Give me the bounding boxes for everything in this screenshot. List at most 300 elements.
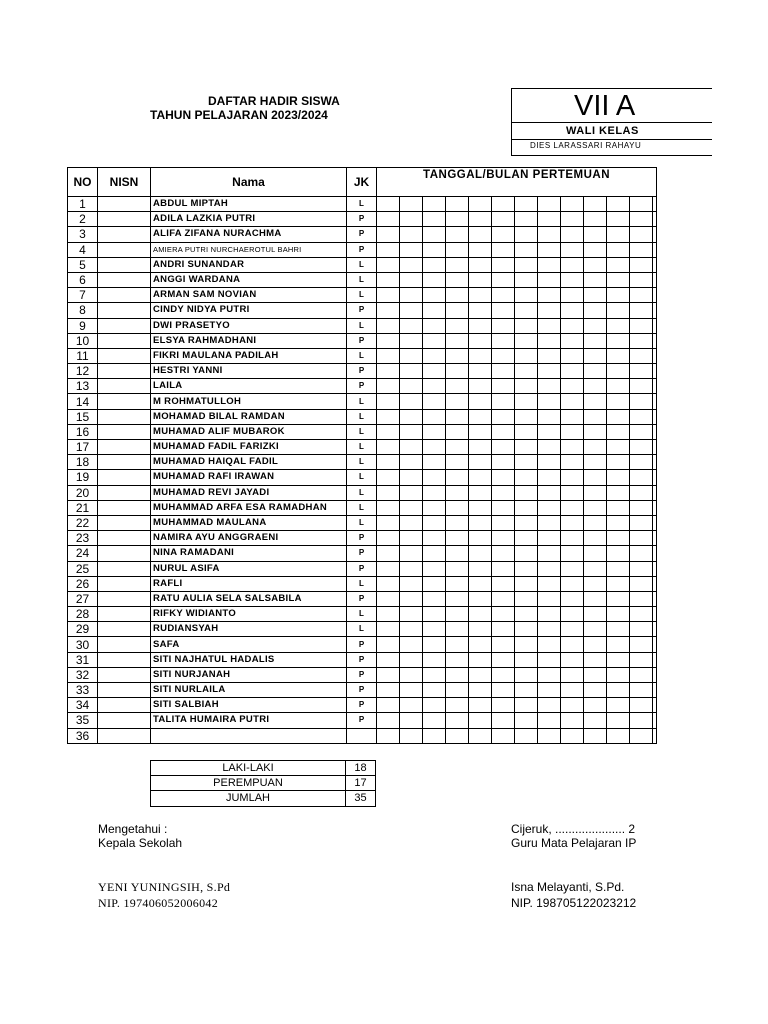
- attendance-cell: [607, 531, 630, 546]
- attendance-cell: [515, 622, 538, 637]
- table-header-row: [68, 168, 657, 197]
- attendance-cell: [538, 409, 561, 424]
- attendance-cell: [584, 197, 607, 212]
- attendance-cell: [423, 546, 446, 561]
- nisn-cell: [98, 728, 151, 743]
- attendance-cell: [377, 348, 400, 363]
- attendance-cell: [423, 652, 446, 667]
- attendance-cell: [400, 348, 423, 363]
- gender-cell: L: [347, 607, 377, 622]
- attendance-cell: [469, 455, 492, 470]
- attendance-cell: [423, 728, 446, 743]
- gender-cell: L: [347, 257, 377, 272]
- footer-teacher-name: Isna Melayanti, S.Pd.: [511, 880, 625, 894]
- attendance-cell: [492, 440, 515, 455]
- table-row: [68, 288, 657, 303]
- attendance-cell: [561, 242, 584, 257]
- row-number: 22: [68, 515, 98, 530]
- attendance-cell: [561, 485, 584, 500]
- attendance-cell: [607, 288, 630, 303]
- attendance-cell: [400, 227, 423, 242]
- attendance-cell: [584, 546, 607, 561]
- attendance-cell: [400, 652, 423, 667]
- row-number: 18: [68, 455, 98, 470]
- attendance-cell: [492, 197, 515, 212]
- gender-cell: P: [347, 546, 377, 561]
- student-name: ABDUL MIPTAH: [151, 197, 347, 212]
- attendance-cell: [584, 227, 607, 242]
- attendance-cell: [561, 591, 584, 606]
- attendance-cell: [538, 197, 561, 212]
- attendance-cell: [377, 637, 400, 652]
- attendance-cell: [630, 698, 653, 713]
- attendance-cell: [469, 227, 492, 242]
- attendance-cell: [446, 455, 469, 470]
- attendance-cell: [653, 607, 657, 622]
- row-number: 2: [68, 212, 98, 227]
- table-row: [68, 303, 657, 318]
- attendance-cell: [469, 485, 492, 500]
- gender-cell: P: [347, 713, 377, 728]
- attendance-cell: [446, 379, 469, 394]
- attendance-cell: [515, 683, 538, 698]
- attendance-cell: [607, 440, 630, 455]
- row-number: 35: [68, 713, 98, 728]
- student-name: RATU AULIA SELA SALSABILA: [151, 591, 347, 606]
- attendance-cell: [538, 364, 561, 379]
- attendance-cell: [515, 607, 538, 622]
- table-row: [68, 683, 657, 698]
- attendance-cell: [561, 515, 584, 530]
- attendance-cell: [584, 470, 607, 485]
- gender-cell: L: [347, 197, 377, 212]
- attendance-cell: [515, 227, 538, 242]
- attendance-cell: [469, 303, 492, 318]
- attendance-cell: [653, 683, 657, 698]
- attendance-cell: [607, 622, 630, 637]
- attendance-cell: [607, 561, 630, 576]
- attendance-cell: [400, 409, 423, 424]
- attendance-cell: [607, 500, 630, 515]
- row-number: 1: [68, 197, 98, 212]
- attendance-cell: [538, 500, 561, 515]
- attendance-cell: [607, 242, 630, 257]
- attendance-cell: [538, 637, 561, 652]
- attendance-cell: [515, 667, 538, 682]
- attendance-cell: [584, 607, 607, 622]
- attendance-cell: [607, 515, 630, 530]
- attendance-cell: [653, 379, 657, 394]
- row-number: 17: [68, 440, 98, 455]
- attendance-cell: [446, 683, 469, 698]
- table-row: [68, 576, 657, 591]
- attendance-cell: [538, 667, 561, 682]
- attendance-cell: [446, 333, 469, 348]
- attendance-cell: [469, 698, 492, 713]
- attendance-cell: [538, 561, 561, 576]
- nisn-cell: [98, 440, 151, 455]
- attendance-cell: [423, 394, 446, 409]
- summary-value: 17: [346, 776, 376, 791]
- attendance-cell: [423, 212, 446, 227]
- attendance-cell: [492, 333, 515, 348]
- gender-cell: P: [347, 667, 377, 682]
- attendance-cell: [538, 257, 561, 272]
- attendance-cell: [607, 455, 630, 470]
- attendance-cell: [653, 561, 657, 576]
- attendance-cell: [446, 242, 469, 257]
- attendance-cell: [423, 591, 446, 606]
- attendance-cell: [423, 288, 446, 303]
- attendance-cell: [653, 546, 657, 561]
- attendance-cell: [400, 303, 423, 318]
- student-name: LAILA: [151, 379, 347, 394]
- table-row: [68, 500, 657, 515]
- attendance-cell: [492, 713, 515, 728]
- attendance-cell: [561, 409, 584, 424]
- gender-cell: P: [347, 364, 377, 379]
- attendance-cell: [492, 470, 515, 485]
- attendance-cell: [515, 576, 538, 591]
- attendance-cell: [630, 713, 653, 728]
- attendance-cell: [607, 424, 630, 439]
- gender-cell: L: [347, 622, 377, 637]
- gender-cell: L: [347, 485, 377, 500]
- student-name: MUHAMAD RAFI IRAWAN: [151, 470, 347, 485]
- attendance-cell: [607, 546, 630, 561]
- attendance-cell: [469, 591, 492, 606]
- attendance-cell: [561, 561, 584, 576]
- attendance-cell: [630, 242, 653, 257]
- attendance-cell: [538, 531, 561, 546]
- attendance-cell: [630, 440, 653, 455]
- attendance-cell: [469, 242, 492, 257]
- attendance-cell: [515, 440, 538, 455]
- attendance-cell: [538, 272, 561, 287]
- nisn-cell: [98, 288, 151, 303]
- attendance-cell: [400, 288, 423, 303]
- attendance-cell: [423, 500, 446, 515]
- row-number: 4: [68, 242, 98, 257]
- attendance-cell: [630, 667, 653, 682]
- attendance-cell: [584, 652, 607, 667]
- gender-cell: P: [347, 652, 377, 667]
- student-name: ADILA LAZKIA PUTRI: [151, 212, 347, 227]
- attendance-cell: [515, 531, 538, 546]
- attendance-cell: [515, 424, 538, 439]
- attendance-cell: [423, 318, 446, 333]
- gender-cell: P: [347, 683, 377, 698]
- gender-cell: P: [347, 379, 377, 394]
- attendance-cell: [423, 242, 446, 257]
- attendance-cell: [515, 348, 538, 363]
- attendance-cell: [377, 257, 400, 272]
- gender-cell: P: [347, 227, 377, 242]
- attendance-cell: [377, 561, 400, 576]
- row-number: 32: [68, 667, 98, 682]
- attendance-cell: [400, 242, 423, 257]
- attendance-cell: [400, 698, 423, 713]
- attendance-cell: [653, 485, 657, 500]
- attendance-cell: [492, 515, 515, 530]
- attendance-cell: [423, 667, 446, 682]
- attendance-cell: [400, 212, 423, 227]
- attendance-cell: [653, 242, 657, 257]
- attendance-cell: [584, 622, 607, 637]
- attendance-cell: [630, 622, 653, 637]
- student-name: RAFLI: [151, 576, 347, 591]
- attendance-cell: [584, 637, 607, 652]
- attendance-cell: [446, 197, 469, 212]
- table-row: [68, 652, 657, 667]
- nisn-cell: [98, 713, 151, 728]
- attendance-cell: [630, 424, 653, 439]
- attendance-cell: [492, 424, 515, 439]
- footer-headmaster-name: YENI YUNINGSIH, S.Pd: [98, 880, 231, 894]
- attendance-cell: [400, 500, 423, 515]
- nisn-cell: [98, 455, 151, 470]
- attendance-cell: [630, 227, 653, 242]
- attendance-cell: [423, 333, 446, 348]
- row-number: 12: [68, 364, 98, 379]
- attendance-cell: [538, 576, 561, 591]
- attendance-cell: [584, 257, 607, 272]
- attendance-cell: [446, 288, 469, 303]
- attendance-cell: [584, 531, 607, 546]
- attendance-cell: [400, 561, 423, 576]
- attendance-cell: [492, 485, 515, 500]
- attendance-cell: [400, 272, 423, 287]
- attendance-cell: [653, 272, 657, 287]
- attendance-cell: [400, 683, 423, 698]
- attendance-cell: [446, 409, 469, 424]
- gender-cell: P: [347, 303, 377, 318]
- gender-cell: L: [347, 470, 377, 485]
- attendance-cell: [400, 318, 423, 333]
- nisn-cell: [98, 698, 151, 713]
- nisn-cell: [98, 379, 151, 394]
- attendance-cell: [492, 637, 515, 652]
- student-name: DWI PRASETYO: [151, 318, 347, 333]
- row-number: 26: [68, 576, 98, 591]
- gender-cell: L: [347, 348, 377, 363]
- attendance-cell: [515, 242, 538, 257]
- table-row: [68, 394, 657, 409]
- nisn-cell: [98, 546, 151, 561]
- attendance-cell: [561, 576, 584, 591]
- attendance-cell: [377, 242, 400, 257]
- attendance-cell: [492, 394, 515, 409]
- nisn-cell: [98, 683, 151, 698]
- attendance-cell: [469, 728, 492, 743]
- header-nama: Nama: [151, 168, 347, 197]
- attendance-cell: [446, 546, 469, 561]
- gender-cell: L: [347, 440, 377, 455]
- attendance-cell: [515, 637, 538, 652]
- attendance-cell: [400, 531, 423, 546]
- attendance-cell: [561, 424, 584, 439]
- attendance-cell: [561, 303, 584, 318]
- row-number: 27: [68, 591, 98, 606]
- attendance-cell: [561, 348, 584, 363]
- nisn-cell: [98, 409, 151, 424]
- attendance-cell: [515, 394, 538, 409]
- student-name: MUHAMMAD ARFA ESA RAMADHAN: [151, 500, 347, 515]
- attendance-cell: [423, 348, 446, 363]
- attendance-cell: [653, 515, 657, 530]
- footer-kepala-sekolah: Kepala Sekolah: [98, 836, 183, 850]
- row-number: 23: [68, 531, 98, 546]
- attendance-cell: [607, 667, 630, 682]
- table-row: [68, 364, 657, 379]
- attendance-cell: [492, 227, 515, 242]
- attendance-cell: [538, 242, 561, 257]
- attendance-cell: [630, 197, 653, 212]
- nisn-cell: [98, 622, 151, 637]
- attendance-cell: [469, 394, 492, 409]
- attendance-cell: [538, 713, 561, 728]
- attendance-cell: [584, 272, 607, 287]
- gender-cell: L: [347, 288, 377, 303]
- attendance-cell: [492, 698, 515, 713]
- attendance-cell: [584, 515, 607, 530]
- attendance-cell: [561, 288, 584, 303]
- attendance-cell: [469, 318, 492, 333]
- attendance-cell: [607, 303, 630, 318]
- attendance-cell: [423, 698, 446, 713]
- row-number: 14: [68, 394, 98, 409]
- attendance-cell: [538, 288, 561, 303]
- attendance-cell: [377, 409, 400, 424]
- table-row: [68, 197, 657, 212]
- summary-label: JUMLAH: [151, 791, 346, 806]
- attendance-cell: [561, 637, 584, 652]
- attendance-cell: [400, 546, 423, 561]
- attendance-cell: [538, 607, 561, 622]
- table-row: [68, 348, 657, 363]
- attendance-cell: [377, 212, 400, 227]
- attendance-cell: [607, 272, 630, 287]
- attendance-cell: [492, 683, 515, 698]
- attendance-cell: [515, 303, 538, 318]
- attendance-cell: [446, 591, 469, 606]
- nisn-cell: [98, 348, 151, 363]
- attendance-cell: [653, 531, 657, 546]
- attendance-cell: [538, 424, 561, 439]
- attendance-cell: [377, 622, 400, 637]
- attendance-cell: [653, 637, 657, 652]
- attendance-cell: [515, 698, 538, 713]
- attendance-cell: [423, 257, 446, 272]
- attendance-cell: [469, 257, 492, 272]
- attendance-cell: [584, 333, 607, 348]
- row-number: 9: [68, 318, 98, 333]
- attendance-cell: [584, 713, 607, 728]
- student-name: [151, 728, 347, 743]
- attendance-cell: [561, 470, 584, 485]
- attendance-cell: [630, 470, 653, 485]
- gender-cell: P: [347, 698, 377, 713]
- nisn-cell: [98, 303, 151, 318]
- attendance-cell: [515, 212, 538, 227]
- attendance-cell: [400, 637, 423, 652]
- header-nisn: NISN: [98, 168, 151, 197]
- attendance-cell: [423, 470, 446, 485]
- nisn-cell: [98, 364, 151, 379]
- table-row: [68, 637, 657, 652]
- row-number: 21: [68, 500, 98, 515]
- attendance-cell: [515, 728, 538, 743]
- footer-subject-teacher: Guru Mata Pelajaran IP: [511, 836, 637, 850]
- attendance-cell: [561, 500, 584, 515]
- attendance-cell: [446, 652, 469, 667]
- gender-cell: L: [347, 318, 377, 333]
- attendance-cell: [377, 227, 400, 242]
- attendance-cell: [653, 212, 657, 227]
- nisn-cell: [98, 652, 151, 667]
- attendance-cell: [515, 364, 538, 379]
- attendance-cell: [584, 500, 607, 515]
- attendance-cell: [653, 227, 657, 242]
- attendance-cell: [630, 561, 653, 576]
- attendance-cell: [492, 364, 515, 379]
- attendance-cell: [423, 379, 446, 394]
- attendance-cell: [446, 272, 469, 287]
- student-name: ELSYA RAHMADHANI: [151, 333, 347, 348]
- student-name: CINDY NIDYA PUTRI: [151, 303, 347, 318]
- attendance-cell: [630, 485, 653, 500]
- attendance-cell: [469, 424, 492, 439]
- gender-cell: P: [347, 531, 377, 546]
- attendance-cell: [630, 683, 653, 698]
- attendance-cell: [653, 576, 657, 591]
- attendance-cell: [607, 364, 630, 379]
- attendance-cell: [446, 576, 469, 591]
- table-row: [68, 440, 657, 455]
- attendance-cell: [423, 531, 446, 546]
- student-name: MUHAMAD REVI JAYADI: [151, 485, 347, 500]
- attendance-cell: [607, 713, 630, 728]
- student-name: NURUL ASIFA: [151, 561, 347, 576]
- attendance-cell: [492, 303, 515, 318]
- attendance-cell: [584, 303, 607, 318]
- row-number: 29: [68, 622, 98, 637]
- attendance-cell: [653, 303, 657, 318]
- attendance-cell: [446, 318, 469, 333]
- attendance-cell: [400, 622, 423, 637]
- attendance-cell: [584, 288, 607, 303]
- nisn-cell: [98, 576, 151, 591]
- attendance-cell: [423, 576, 446, 591]
- attendance-cell: [492, 728, 515, 743]
- gender-cell: [347, 728, 377, 743]
- attendance-cell: [492, 455, 515, 470]
- nisn-cell: [98, 470, 151, 485]
- attendance-cell: [538, 683, 561, 698]
- attendance-cell: [492, 379, 515, 394]
- attendance-cell: [630, 455, 653, 470]
- attendance-cell: [653, 622, 657, 637]
- attendance-cell: [630, 303, 653, 318]
- attendance-cell: [630, 652, 653, 667]
- attendance-cell: [538, 591, 561, 606]
- attendance-cell: [538, 728, 561, 743]
- nisn-cell: [98, 607, 151, 622]
- attendance-cell: [561, 652, 584, 667]
- row-number: 36: [68, 728, 98, 743]
- attendance-cell: [515, 288, 538, 303]
- student-name: FIKRI MAULANA PADILAH: [151, 348, 347, 363]
